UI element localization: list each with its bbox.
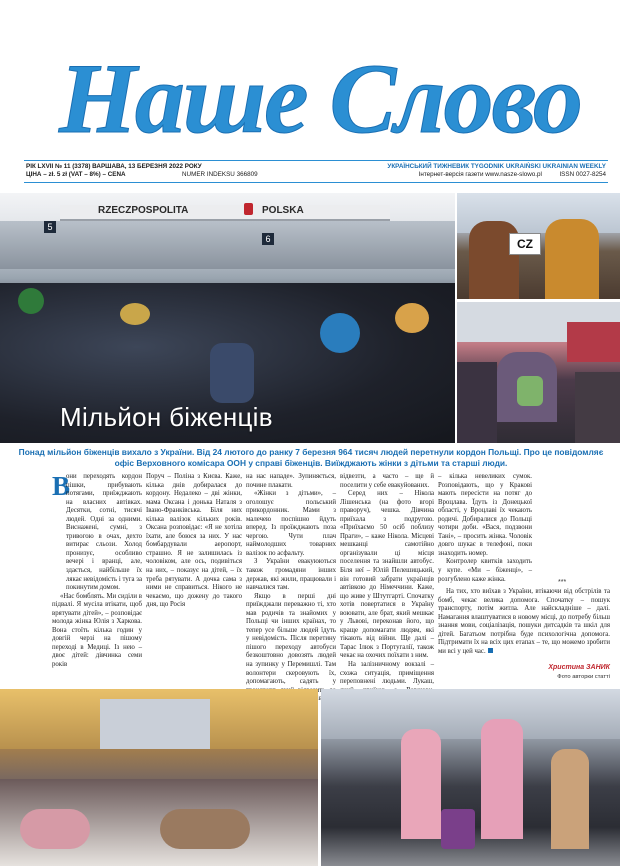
sign-rzeczpospolita: RZECZPOSPOLITA bbox=[98, 205, 189, 216]
paragraph: на нас нападе». Зупиняється, почине плакати. bbox=[246, 473, 336, 489]
paragraph: Поруч – Поліна з Києва. Каже, кілька днів добиралася до кордону. Недалеко – дві жінки, мама Оксана і донька Наталя з Івано-Франківська. Біля них кілька валізок кільких років. Оксана розповідає: «Я не хотіла їхати, але боюся за них. У нас бомбардували аеропорт, страшно. Я не залишилась із чоловіком, але ось, подивіться на них, – показує на дітей, – їх треба рятувати. А дочка сама з ними не справиться. Нікого не чекаємо, що дожену до такого дня, що Росія bbox=[146, 473, 242, 609]
photo-shelter-hall bbox=[0, 689, 318, 866]
web-and-issn bbox=[419, 171, 606, 178]
paragraph-text: На тих, хто виїхав з України, втікаючи від обстрілів та бомб, чекає велика допомога. Спочатку – пошук транспорту, потім житла. Але найскладніше – далі. Намагання влаштуватися в новому місці, до потребу більш знання мови, соціалізація, пошуки дитсадків та шкіл для дітей. Багатьом потрібна буде психологічна допомога. Підтримати їх на всіх цих етапах – те, що можемо зробити ми всі у цей час. bbox=[438, 588, 610, 655]
paragraph: З України евакуюються також громадяни інших держав, які жили, працювали і навчалися там. bbox=[246, 558, 336, 592]
article-column-3 bbox=[246, 473, 336, 704]
masthead-info-row-2 bbox=[26, 171, 606, 178]
weekly-line: УКРАЇНСЬКИЙ ТИЖНЕВИК TYGODNIK UKRAIŃSKI UKRAINIAN WEEKLY bbox=[387, 163, 606, 170]
masthead-bottom-rule bbox=[24, 182, 608, 183]
paragraph: они переходять кордон пішки, прибувають потягами, приїжджають на власних автівках. Десятки, сотні, тисячі людей. Одні за одними. Виснажені, сумні, з тривогою в очах, дехто витирає сльози. Холод пронизує, особливо вечері і вранці, але, здається, найбільше їх лякає невідомість і туга за покинутим домом. bbox=[66, 473, 142, 592]
paragraph: На залізничному вокзалі – схожа ситуація, приміщення переповнені людьми. Лукаш, bbox=[340, 661, 434, 686]
section-divider: *** bbox=[558, 579, 567, 586]
paragraph: Контролер квитків заходить у купе. «Ми – біженці», – розгублено каже жінка. bbox=[438, 558, 532, 583]
issn-line: ISSN 0027-8254 bbox=[559, 171, 606, 178]
drop-cap: В bbox=[52, 471, 71, 501]
logo-text: Наше Слово bbox=[59, 43, 581, 154]
masthead-info-row-1 bbox=[26, 163, 606, 170]
article-column-6 bbox=[438, 588, 610, 656]
lane-sign-6: 6 bbox=[262, 233, 274, 245]
price-line: ЦІНА – zł. 5 zł (VAT – 8%) – CENA bbox=[26, 171, 126, 178]
article-column-1 bbox=[52, 473, 142, 670]
photo-volunteers-cz-sign bbox=[457, 193, 620, 299]
photo-credit: Фото авторки статті bbox=[557, 674, 610, 680]
lane-sign-5: 5 bbox=[44, 221, 56, 233]
photo-refugees-crowd bbox=[457, 302, 620, 443]
paragraph: відвезти, а часто – ще й поселити у себе евакуйованих. bbox=[340, 473, 434, 489]
issue-line: РІК LXVII № 11 (3378) ВАРШАВА, 13 БЕРЕЗНЯ 2022 РОКУ bbox=[26, 163, 202, 170]
index-line: NUMER INDEKSU 366809 bbox=[182, 171, 258, 178]
article-column-2 bbox=[146, 473, 242, 610]
masthead bbox=[0, 0, 620, 158]
author-name: Христина ЗАНИК bbox=[548, 664, 610, 671]
photo-station-families bbox=[321, 689, 620, 866]
eagle-emblem-icon bbox=[244, 203, 253, 215]
sign-polska: POLSKA bbox=[262, 205, 304, 216]
article-lead: Понад мільйон біженців вихало з України. Від 24 лютого до ранку 7 березня 964 тисяч людей перетнули кордон Польщі. Про це повідомляє офіс Верховного комісара ООН у справі біженців. Виїжджають жінки з дітьми та старші люди. bbox=[18, 447, 604, 469]
paragraph: – кілька невеликих сумок. Розповідають, що у Кракові мають пересісти на потяг до Вроцлава. Їдуть із Донецької області, у Вроцлаві їх чекають родичі. Добиралися до Польщі чотири доби. «Вася, подзвони Тані», – просить жінка. Чоловік довго шукає в телефоні, поки знаходить номер. bbox=[438, 473, 532, 557]
paragraph bbox=[438, 588, 610, 656]
masthead-top-rule bbox=[24, 160, 608, 161]
newspaper-logo bbox=[40, 40, 600, 160]
cz-sign: CZ bbox=[509, 233, 541, 255]
paragraph: Якщо в перші дні приїжджали переважно ті, хто мав родичів та знайомих у Польщі чи інших країнах, то тепер усе більше людей їдуть у невідомість. Після перетину пішого переходу автобуси безкоштовно довозять людей на зупинку у Перемишлі. Там волонтери скеровують їх, допомагають, садять у bbox=[246, 592, 336, 686]
web-line[interactable]: Інтернет-версія газети www.nasze-slowo.pl bbox=[418, 171, 542, 178]
end-mark-icon bbox=[488, 648, 493, 653]
paragraph: «Нас бомблять. Ми сиділи в підвалі. Я мусіла втікати, щоб врятувати дітей», – розповідає молода жінка Юлія з Харкова. Вона стоїть кілька годин у довгій черзі на пішому переході в Медиці. Із нею – двоє дітей: дівчинка семи років bbox=[52, 592, 142, 669]
article-headline: Мільйон біженців bbox=[60, 402, 273, 432]
paragraph: «Жінки з дітьми», – оголошує польський прикордонник. Мами з малечею поспішно йдуть вперед. Із проїжджають поза чергою. Чути плач наймолодших товарних валізок по асфальту. bbox=[246, 490, 336, 557]
paragraph: Серед них – Нікола Лішенська (на фото вгорі праворуч), чешка. Дівчина приїхала з подругою. «Приїхаємо 50 осіб поблизу Праги», – каже Нікола. Місцеві мешканці самотійно організували ці місця поселення та знайшли автобус. Біля неї – Юлій Пелешицький, він готовий забрати українців автівкою до Німеччини. Каже, що живе у Штутгарті. Спочатку хотів повертатися в Україну воювати, але брат, який мешкає у Львові, переконав його, що краще допомагати людям, які тікають від війни. Ще далі – Тарас Ілюк з Португалії, також чекає на охочих поїхати з ним. bbox=[340, 490, 434, 660]
article-column-5 bbox=[438, 473, 532, 584]
